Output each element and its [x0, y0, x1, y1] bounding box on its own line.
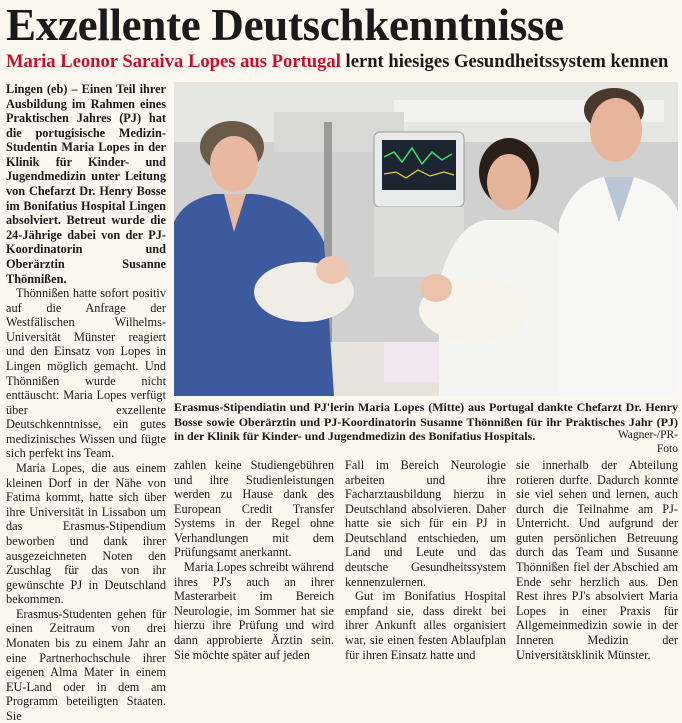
photo-caption: Erasmus-Stipendiatin und PJ'lerin Maria Lopes (Mitte) aus Portugal dankte Chefarzt Dr. Henry Bosse sowie Oberärztin und PJ-Koordinatorin Susanne Thönnißen für ihr Praktisches Jahr (PJ) in der Klinik für Kinder- und Jugendmedizin des Bonifatius Hospitals. [174, 400, 678, 444]
body-paragraph: Thönnißen hatte sofort positiv auf die Anfrage der Westfälischen Wilhelms-Universität Münster reagiert und den Einsatz von Lopes in Lingen möglich gemacht. Und Thönnißen wurde nicht enttäuscht: Maria Lopes verfügt über exzellente Deutschkenntnisse, ein gutes medizinisches Wissen und fügte sich perfekt ins Team. [6, 286, 166, 461]
column-1 [6, 82, 166, 723]
subheadline-rest: lernt hiesiges Gesundheitssystem kennen [345, 51, 669, 72]
body-paragraph: zahlen keine Studiengebühren und ihre Studienleistungen werden zu Hause dank des European Credit Transfer Systems in der Regel ohne Verhandlungen mit dem Prüfungsamt anerkannt. [174, 458, 334, 560]
photo-illustration [174, 82, 678, 396]
body-paragraph: Gut im Bonifatius Hospital empfand sie, dass direkt bei ihrer Ankunft alles organisiert war, sie einen festen Ablaufplan für ihren Einsatz hatte und [345, 589, 506, 662]
lead-paragraph: Lingen (eb) – Einen Teil ihrer Ausbildung im Rahmen eines Praktischen Jahres (PJ) hat die portugisische Medizin-Studentin Maria Lopes in der Klinik für Kinder- und Jugendmedizin unter Leitung von Chefarzt Dr. Henry Bosse im Bonifatius Hospital Lingen absolviert. Betreut wurde die 24-Jährige dabei von der PJ-Koordinatorin und Oberärztin Susanne Thönnißen. [6, 82, 166, 286]
article-photo [174, 82, 678, 396]
body-paragraph: sie innerhalb der Abteilung rotieren durfte. Dadurch konnte sie viel sehen und lernen, auch durch die Teilnahme am PJ-Unterricht. Und aufgrund der guten persönlichen Betreuung durch das Team und Susanne Thönnißen fiel der Abschied am Ende sehr herzlich aus. Den Rest ihres PJ's absolviert Maria Lopes in einer Praxis für Allgemeinmedizin sowie in der Inneren Medizin der Universitätsklinik Münster. [516, 458, 678, 662]
headline: Exzellente Deutschkenntnisse [6, 0, 564, 50]
body-paragraph: Fall im Bereich Neurologie arbeiten und ihre Facharztausbildung hierzu in Deutschland absolvieren. Daher hatte sie sich für ein PJ in Deutschland entschieden, um Land und Leute und das deutsche Gesundheitssystem kennenzulernen. [345, 458, 506, 589]
body-paragraph: Maria Lopes, die aus einem kleinen Dorf in der Nähe von Fatima kommt, hatte sich über ihre Universität in Lissabon um das Erasmus-Stipendium beworben und dank ihrer ausgezeichneten Noten den Zuschlag für das von ihr gewünschte PJ in Deutschland bekommen. [6, 461, 166, 607]
column-3 [345, 458, 506, 662]
body-paragraph: Erasmus-Studenten gehen für einen Zeitraum von drei Monaten bis zu einem Jahr an eine Partnerhochschule ihrer eigenen Alma Mater in einem EU-Land oder in dem am Programm beteiligten Staaten. Sie [6, 606, 166, 723]
column-2 [174, 458, 334, 662]
photo-credit: Wagner-/PR-Foto [617, 429, 678, 455]
subheadline-name: Maria Leonor Saraiva Lopes aus Portugal [6, 51, 341, 72]
column-4 [516, 458, 678, 662]
body-paragraph: Maria Lopes schreibt während ihres PJ's auch an ihrer Masterarbeit im Bereich Neurologie, im Sommer hat sie hierzu ihre Prüfung und wird dann approbierte Ärztin sein. Sie möchte später auf jeden [174, 560, 334, 662]
subheadline [6, 51, 678, 73]
